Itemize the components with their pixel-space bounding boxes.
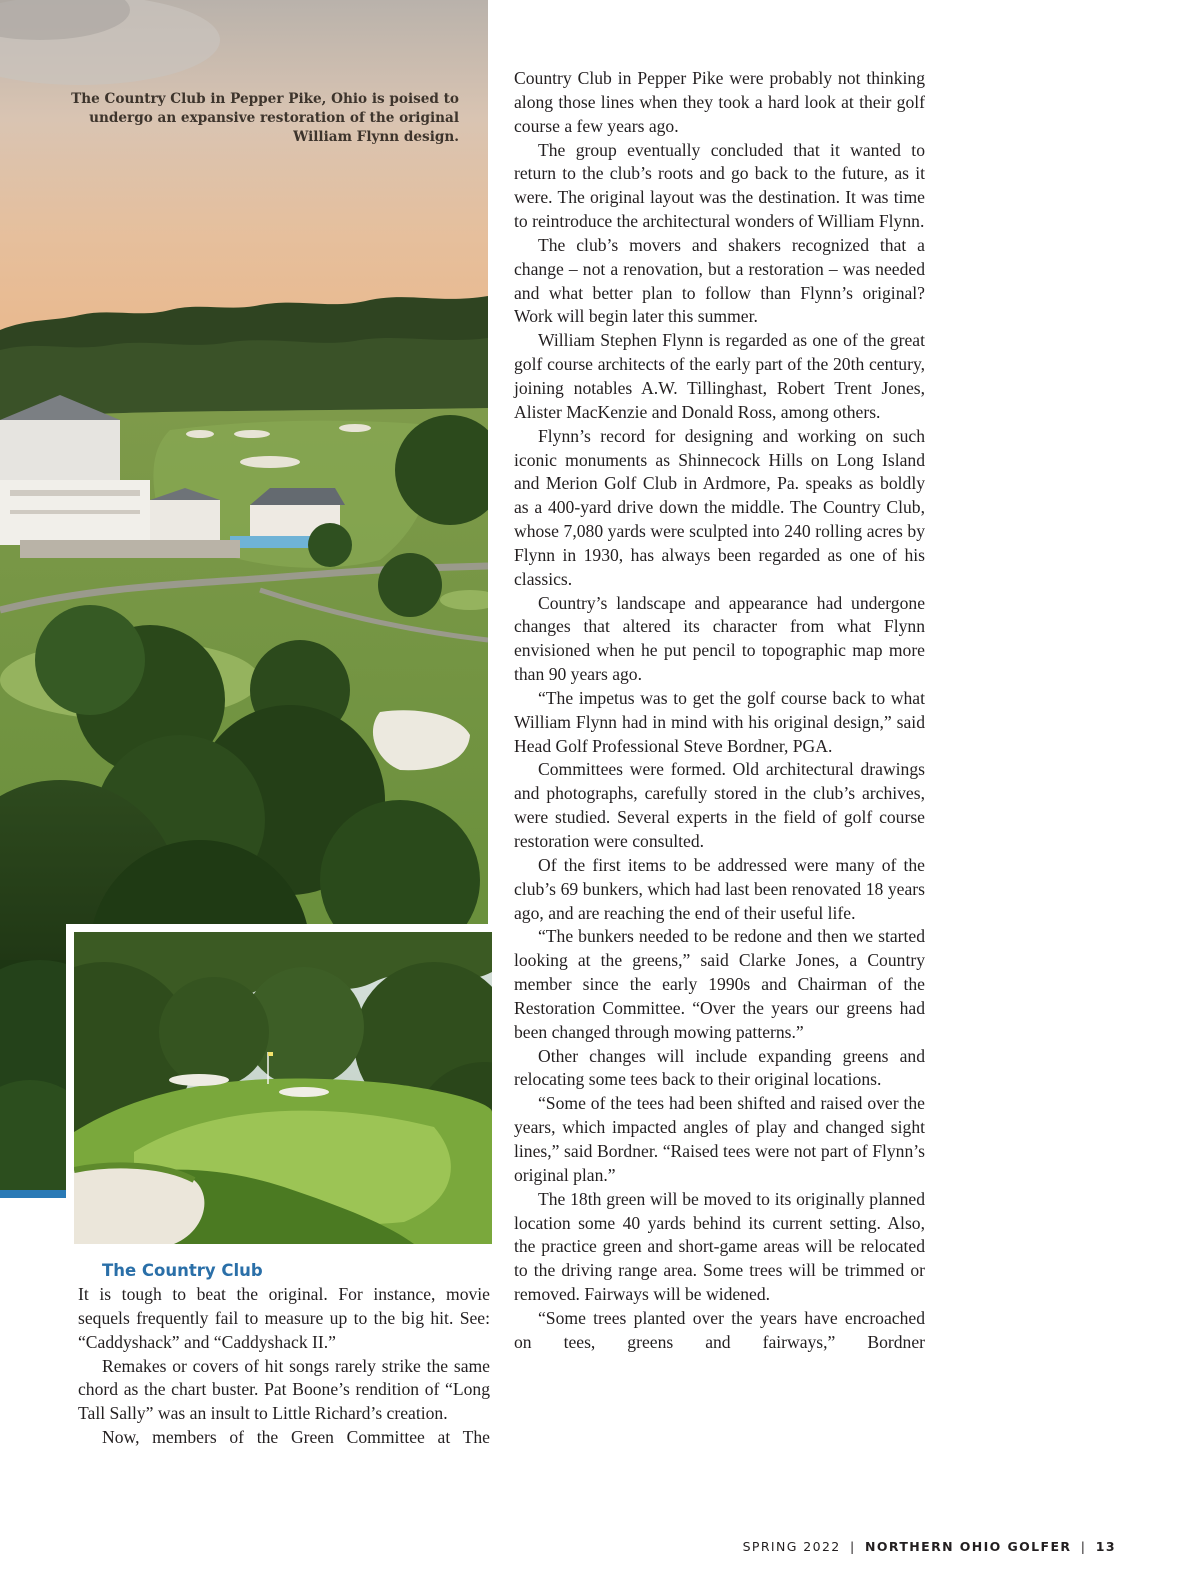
paragraph: Committees were formed. Old architectural drawings and photographs, carefully stored in the club’s archives, were studied. Several experts in the field of golf course restoration were consulted.: [514, 759, 925, 851]
paragraph: Of the first items to be addressed were many of the club’s 69 bunkers, which had last been renovated 18 years ago, and are reaching the end of their useful life.: [514, 854, 925, 923]
paragraph: Flynn’s record for designing and working on such iconic monuments as Shinnecock Hills on Long Island and Merion Golf Club in Ardmore, Pa. speaks as boldly as a 400-yard drive down the middle. The Country Club, whose 7,080 yards were sculpted into 240 rolling acres by Flynn in 1930, has always been regarded as one of his classics.: [514, 425, 925, 589]
paragraph: The club’s movers and shakers recognized that a change – not a renovation, but a restoration – was needed and what better plan to follow than Flynn’s original? Work will begin later this summer.: [514, 234, 925, 327]
paragraph: “The bunkers needed to be redone and then we started looking at the greens,” said Clarke Jones, a Country member since the early 1990s and Chairman of the Restoration Committee. “Over the years our greens had been changed through mowing patterns.”: [514, 926, 925, 1042]
paragraph: The 18th green will be moved to its originally planned location some 40 yards behind its current setting. Also, the practice green and short-game areas will be relocated to the driving range area. Some trees will be trimmed or removed. Fairways will be widened.: [514, 1188, 925, 1305]
left-column: [78, 1259, 490, 1450]
folio-separator: |: [850, 1539, 856, 1554]
bunker-green-image: [74, 932, 492, 1244]
paragraph: It is tough to beat the original. For instance, movie sequels frequently fail to measure up to the big hit. See: “Caddyshack” and “Caddyshack II.”: [78, 1284, 490, 1352]
paragraph: The group eventually concluded that it wanted to return to the club’s roots and go back to the future, as it were. The original layout was the destination. It was time to reintroduce the architectural wonders of William Flynn.: [514, 139, 925, 232]
paragraph: Other changes will include expanding greens and relocating some tees back to their original locations.: [514, 1045, 925, 1090]
paragraph: “Some of the tees had been shifted and raised over the years, which impacted angles of play and changed sight lines,” said Bordner. “Raised tees were not part of Flynn’s original plan.”: [514, 1093, 925, 1185]
right-column: [514, 67, 925, 1355]
paragraph: Country Club in Pepper Pike were probably not thinking along those lines when they took a hard look at their golf course a few years ago.: [514, 68, 925, 136]
page-folio: [743, 1539, 1116, 1554]
paragraph: William Stephen Flynn is regarded as one of the great golf course architects of the early part of the 20th century, joining notables A.W. Tillinghast, Robert Trent Jones, Alister MacKenzie and Donald Ross, among others.: [514, 330, 925, 422]
paragraph: Country’s landscape and appearance had undergone changes that altered its character from what Flynn envisioned when he put pencil to topographic map more than 90 years ago.: [514, 592, 925, 685]
issue-date: SPRING 2022: [742, 1539, 841, 1554]
paragraph: Now, members of the Green Committee at The: [102, 1427, 490, 1448]
accent-bar: [0, 1190, 66, 1198]
page-number: 13: [1095, 1539, 1116, 1554]
publication-name: NORTHERN OHIO GOLFER: [865, 1539, 1072, 1554]
inset-photo-frame: [66, 924, 492, 1244]
section-head: The Country Club: [102, 1261, 263, 1280]
photo-caption: The Country Club in Pepper Pike, Ohio is poised to undergo an expansive restoration of the original William Flynn design.: [71, 90, 459, 145]
paragraph: “Some trees planted over the years have encroached on tees, greens and fairways,” Bordner: [514, 1307, 925, 1352]
folio-separator: |: [1080, 1539, 1087, 1554]
paragraph: “The impetus was to get the golf course back to what William Flynn had in mind with his original design,” said Head Golf Professional Steve Bordner, PGA.: [514, 687, 925, 756]
paragraph: Remakes or covers of hit songs rarely strike the same chord as the chart buster. Pat Boone’s rendition of “Long Tall Sally” was an insult to Little Richard’s creation.: [78, 1355, 490, 1424]
